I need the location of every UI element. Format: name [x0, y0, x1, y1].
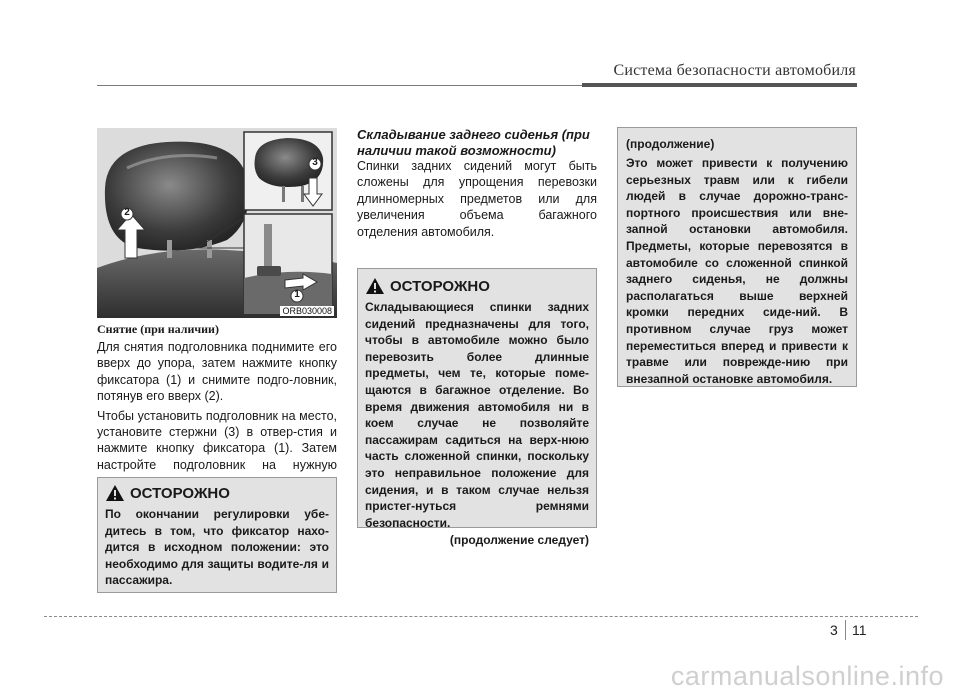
page-separator — [845, 620, 846, 640]
warning-triangle-icon — [105, 484, 125, 502]
header-rule-accent — [582, 83, 857, 87]
footer-rule — [44, 616, 918, 617]
watermark: carmanualsonline.info — [670, 661, 944, 691]
removal-paragraph: Для снятия подголовника поднимите его вверх до упора, затем нажмите кнопку фиксатора (1) и снимите подго-ловник, потянув его вверх (2). — [97, 340, 337, 404]
install-paragraph: Чтобы установить подголовник на место, установите стержни (3) в отвер-стия и нажмите кнопку фиксатора (1). Затем настройте подголовник на нужную — [97, 408, 337, 472]
continued-label: (продолжение) — [626, 137, 715, 151]
figure-code: ORB030008 — [282, 306, 332, 316]
chapter-number: 3 — [830, 622, 838, 638]
fold-seat-text: Спинки задних сидений могут быть сложены для упрощения перевозки длинномерных предметов или для увеличения объема багажного отделения автомобиля. — [357, 159, 597, 239]
continued-next-label: (продолжение следует) — [449, 533, 589, 548]
fold-seat-heading: Складывание заднего сиденья (при наличии такой возможности) — [357, 127, 590, 158]
page-number: 11 — [852, 622, 867, 638]
warning-text: По окончании регулировки убе-дитесь в том, что фиксатор нахо-дится в исходном положении: это необходимо для защиты водите-ля и пассажира. — [105, 507, 329, 588]
warning-title: ОСТОРОЖНО — [390, 277, 490, 295]
warning-box-folding — [357, 268, 597, 548]
warning-box-headrest — [97, 477, 337, 593]
warning-box-continued — [617, 127, 857, 387]
section-title: Система безопасности автомобиля — [613, 62, 856, 79]
removal-text — [97, 339, 337, 490]
headrest-figure — [97, 128, 337, 318]
warning-continued-text: Это может привести к получению серьезных травм или к гибели людей в случае дорожно-транс-портного происшествия или вне-запной остановки автомобиля. Предметы, которые перевозятся в автомобиле со сложенной спинкой заднего сиденья, не должны располагаться выше верхней кромки передних сиде-ний. В противном случае груз может переместиться вперед и привести к травме или поврежде-нию при внезапной остановке автомобиля. — [626, 156, 848, 386]
callout-1: 1 — [294, 289, 300, 300]
callout-2: 2 — [124, 207, 130, 218]
removal-subheading: Снятие (при наличии) — [97, 322, 219, 336]
headrest-illustration — [97, 128, 337, 318]
warning-triangle-icon — [365, 277, 385, 295]
warning-text: Складывающиеся спинки задних сидений предназначены для того, чтобы в автомобиле можно было перевозить более длинные предметы, чем те, которые поме-щаются в багажное отделение. Во время движения автомобиля ни в коем случае не позволяйте пассажирам садиться на верх-нюю часть сложенной спинки, поскольку это неправильное положение для сидения, и в таком случае нельзя пристег-нуться ремнями безопасности. — [365, 300, 589, 530]
callout-3: 3 — [312, 157, 318, 168]
warning-title: ОСТОРОЖНО — [130, 484, 230, 502]
